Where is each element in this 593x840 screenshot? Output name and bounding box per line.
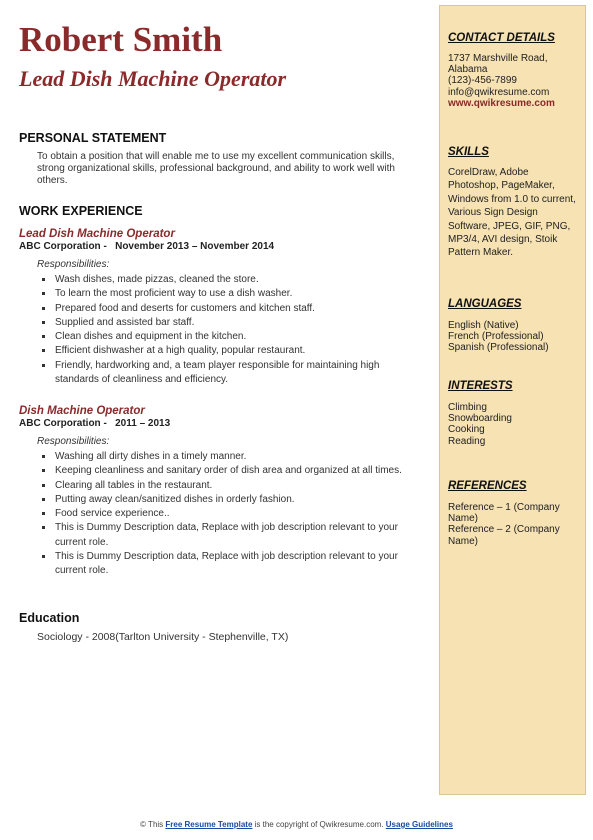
- job-2-responsibilities-label: Responsibilities:: [37, 436, 110, 447]
- list-item: Keeping cleanliness and sanitary order of dish area and organized at all times.: [37, 464, 422, 478]
- free-resume-template-link[interactable]: Free Resume Template: [165, 820, 253, 829]
- email-address[interactable]: info@qwikresume.com: [448, 86, 550, 98]
- job-1-responsibilities-label: Responsibilities:: [37, 259, 110, 270]
- list-item: Food service experience..: [37, 507, 422, 521]
- footer-middle: is the copyright of Qwikresume.com.: [252, 820, 386, 829]
- list-item: Putting away clean/sanitized dishes in orderly fashion.: [37, 493, 422, 507]
- list-item: Wash dishes, made pizzas, cleaned the store.: [37, 273, 422, 287]
- contact-details-heading: CONTACT DETAILS: [448, 32, 555, 44]
- skills-heading: SKILLS: [448, 146, 489, 158]
- list-item: Clearing all tables in the restaurant.: [37, 479, 422, 493]
- footer: [0, 820, 593, 829]
- education-entry: Sociology - 2008(Tarlton University - Stephenville, TX): [37, 631, 289, 643]
- job-1-title: Lead Dish Machine Operator: [19, 228, 175, 240]
- list-item: Washing all dirty dishes in a timely manner.: [37, 450, 422, 464]
- job-2-company: ABC Corporation - 2011 – 2013: [19, 418, 171, 429]
- list-item: This is Dummy Description data, Replace with job description relevant to your current role.: [37, 550, 422, 579]
- personal-statement-heading: PERSONAL STATEMENT: [19, 131, 167, 145]
- list-item: Supplied and assisted bar staff.: [37, 316, 422, 330]
- languages-list: [448, 320, 580, 354]
- education-heading: Education: [19, 611, 80, 625]
- usage-guidelines-link[interactable]: Usage Guidelines: [385, 820, 453, 829]
- list-item: Reference – 2 (Company Name): [448, 524, 560, 547]
- list-item: Snowboarding: [448, 413, 512, 425]
- list-item: French (Professional): [448, 331, 544, 343]
- interests-list: [448, 402, 580, 447]
- list-item: Reading: [448, 435, 486, 447]
- address-line-1: 1737 Marshville Road,: [448, 53, 548, 64]
- references-list: [448, 502, 580, 547]
- languages-heading: LANGUAGES: [448, 298, 522, 310]
- list-item: To learn the most proficient way to use a dish washer.: [37, 287, 422, 301]
- list-item: Climbing: [448, 402, 487, 413]
- job-1-responsibilities-list: [37, 273, 422, 387]
- list-item: Prepared food and deserts for customers and kitchen staff.: [37, 302, 422, 316]
- work-experience-heading: WORK EXPERIENCE: [19, 204, 143, 218]
- job-1-company: ABC Corporation - November 2013 – November 2014: [19, 241, 275, 252]
- job-title-heading: Lead Dish Machine Operator: [19, 66, 287, 91]
- list-item: This is Dummy Description data, Replace with job description relevant to your current role.: [37, 521, 422, 550]
- phone-number: (123)-456-7899: [448, 75, 517, 87]
- list-item: Reference – 1 (Company Name): [448, 502, 560, 525]
- address-line-2: Alabama: [448, 64, 488, 76]
- footer-prefix: © This: [140, 820, 166, 829]
- personal-statement-text: To obtain a position that will enable me to use my excellent communication skills, strong organizational skills, professional background, and ability to work well with others.: [37, 151, 395, 186]
- job-2-responsibilities-list: [37, 450, 422, 579]
- job-2-title: Dish Machine Operator: [19, 405, 145, 417]
- list-item: Friendly, hardworking and, a team player responsible for maintaining high standards of cleanliness and efficiency.: [37, 359, 422, 388]
- website-link[interactable]: www.qwikresume.com: [448, 97, 555, 109]
- list-item: Efficient dishwasher at a high quality, popular restaurant.: [37, 344, 422, 358]
- skills-text: CorelDraw, Adobe Photoshop, PageMaker, Windows from 1.0 to current, Various Sign Design Software, JPEG, GIF, PNG, MP3/4, AVI design, Stoik Pattern Maker.: [448, 167, 576, 259]
- candidate-name: Robert Smith: [19, 20, 223, 59]
- list-item: English (Native): [448, 320, 519, 331]
- list-item: Clean dishes and equipment in the kitchen.: [37, 330, 422, 344]
- interests-heading: INTERESTS: [448, 380, 513, 392]
- list-item: Spanish (Professional): [448, 342, 549, 354]
- references-heading: REFERENCES: [448, 480, 527, 492]
- contact-details: [448, 53, 580, 109]
- list-item: Cooking: [448, 424, 485, 436]
- sidebar: [439, 5, 586, 795]
